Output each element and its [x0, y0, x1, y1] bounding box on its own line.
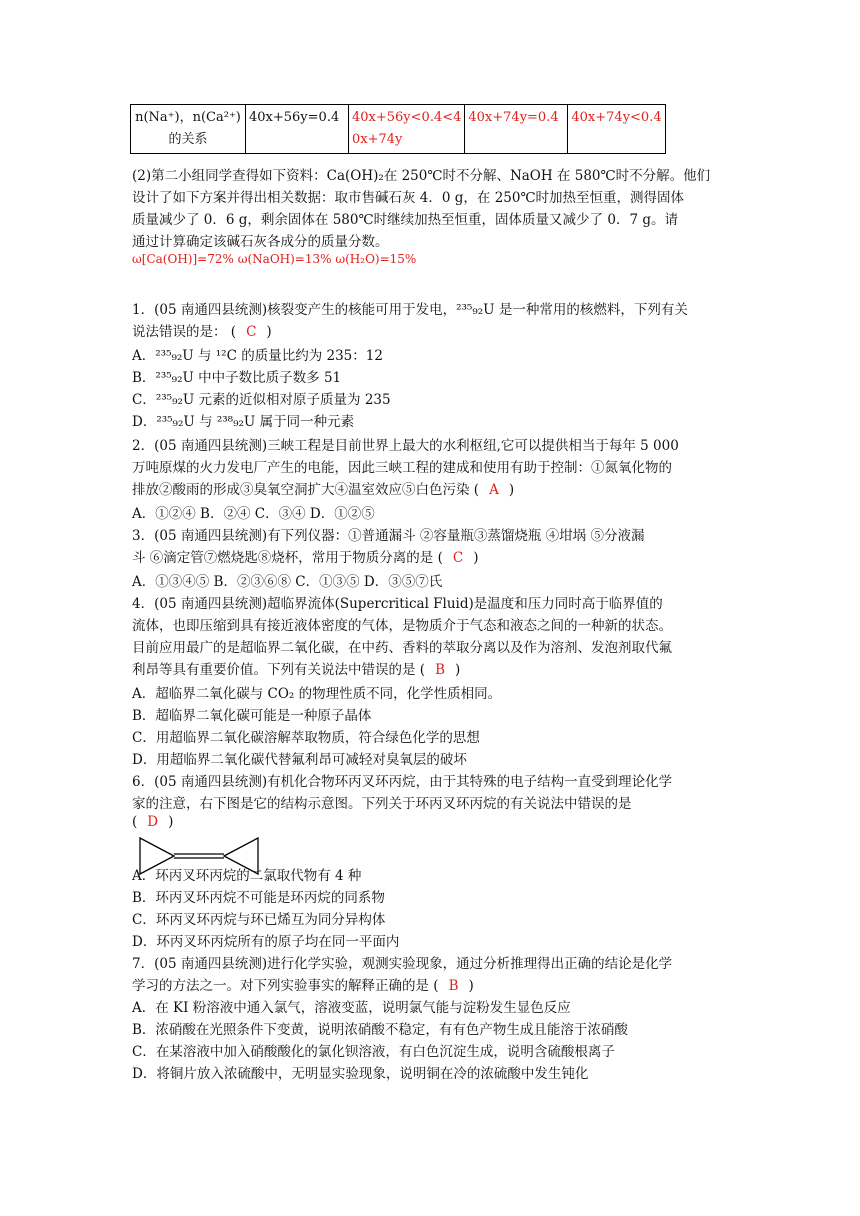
question-line: [132, 366, 732, 386]
question-line: [132, 1018, 732, 1038]
question-text: 3．(05 南通四县统测)有下列仪器：①普通漏斗 ②容量瓶③蒸馏烧瓶 ④坩埚 ⑤分液漏: [132, 528, 645, 544]
question-line: [132, 1040, 732, 1060]
question-line: [132, 388, 732, 408]
relation-table: [130, 104, 666, 154]
question-text: A．①③④⑤ B．②③⑥⑧ C．①③⑤ D．③⑤⑦氏: [132, 574, 443, 590]
cell-text: 40x+74y<0.4: [571, 110, 662, 125]
question-line: [132, 410, 732, 430]
question-line: [132, 658, 732, 678]
question-line: [132, 636, 732, 656]
question-text: (: [132, 814, 138, 830]
question-text: 排放②酸雨的形成③臭氧空洞扩大④温室效应⑤白色污染 (: [132, 482, 480, 498]
question-line: [132, 570, 732, 590]
table-cell: [465, 105, 568, 154]
close-paren: ): [168, 814, 174, 830]
question-text: A．环丙叉环丙烷的二氯取代物有 4 种: [132, 868, 362, 884]
question-line: [132, 996, 732, 1016]
question-line: [132, 930, 732, 950]
question-line: [132, 814, 732, 830]
cell-text: 0x+74y: [352, 132, 403, 147]
question-text: 斗 ⑥滴定管⑦燃烧匙⑧烧杯，常用于物质分离的是 (: [132, 550, 443, 566]
question-line: [132, 434, 732, 454]
question-text: 4．(05 南通四县统测)超临界流体(Supercritical Fluid)是温度和压力同时高于临界值的: [132, 596, 663, 612]
question-line: [132, 592, 732, 612]
header-line-1: n(Na⁺)，n(Ca²⁺): [135, 110, 241, 125]
table-row: [131, 105, 666, 154]
question-line: [132, 770, 732, 790]
question-text: 目前应用最广的是超临界二氧化碳，在中药、香料的萃取分离以及作为溶剂、发泡剂取代氟: [132, 640, 672, 656]
question-line: [132, 524, 732, 544]
table-cell: [349, 105, 465, 154]
question-text: B．环丙叉环丙烷不可能是环丙烷的同系物: [132, 890, 385, 906]
answer-choice: B: [448, 978, 459, 994]
close-paren: ): [454, 662, 461, 678]
question-text: C．用超临界二氧化碳溶解萃取物质，符合绿色化学的思想: [132, 730, 480, 746]
table-cell: [568, 105, 665, 154]
question-text: C．在某溶液中加入硝酸酸化的氯化钡溶液，有白色沉淀生成，说明含硫酸根离子: [132, 1044, 615, 1060]
question-line: [132, 952, 732, 972]
question-text: 利昂等具有重要价值。下列有关说法中错误的是 (: [132, 662, 426, 678]
question-text: D．²³⁵₉₂U 与 ²³⁸₉₂U 属于同一种元素: [132, 414, 355, 430]
question-text: A．①②④ B．②④ C．③④ D．①②⑤: [132, 506, 375, 522]
table-cell: [246, 105, 349, 154]
text-line: 通过计算确定该碱石灰各成分的质量分数。: [132, 234, 389, 250]
cell-text: 40x+56y=0.4: [249, 110, 340, 125]
question-text: C．²³⁵₉₂U 元素的近似相对原子质量为 235: [132, 392, 391, 408]
close-paren: ): [266, 324, 272, 340]
question-line: [132, 1062, 732, 1082]
cell-text: 40x+74y=0.4: [468, 110, 559, 125]
question-line: [132, 546, 732, 566]
question-line: [132, 344, 732, 364]
left-cyclopropane-ring: [140, 838, 174, 874]
question-text: 6．(05 南通四县统测)有机化合物环丙叉环丙烷，由于其特殊的电子结构一直受到理论化学: [132, 774, 673, 790]
question-line: [132, 726, 732, 746]
question-text: 学习的方法之一。对下列实验事实的解释正确的是 (: [132, 978, 439, 994]
answer-choice: C: [246, 324, 257, 340]
question-text: B．²³⁵₉₂U 中中子数比质子数多 51: [132, 370, 342, 386]
question-line: [132, 614, 732, 634]
question-text: C．环丙叉环丙烷与环已烯互为同分异构体: [132, 912, 386, 928]
question-line: [132, 478, 732, 498]
question-text: 说法错误的是： (: [132, 324, 237, 340]
question-line: [132, 456, 732, 476]
molecule-structure-diagram: [138, 834, 260, 878]
question-text: 万吨原煤的火力发电厂产生的电能，因此三峡工程的建成和使用有助于控制：①氮氧化物的: [132, 460, 672, 476]
question-text: B．超临界二氧化碳可能是一种原子晶体: [132, 708, 372, 724]
answer-choice: B: [435, 662, 445, 678]
question-line: [132, 974, 732, 994]
right-cyclopropane-ring: [224, 838, 258, 874]
answer-choice: C: [452, 550, 464, 566]
text-line: 设计了如下方案并得出相关数据：取市售碱石灰 4．0 g，在 250℃时加热至恒重，测得固体: [132, 190, 685, 206]
cell-text: 40x+56y<0.4<4: [352, 110, 462, 125]
question-text: D．用超临界二氧化碳代替氟利昂可减轻对臭氧层的破坏: [132, 752, 467, 768]
question-line: [132, 704, 732, 724]
question-text: A．超临界二氧化碳与 CO₂ 的物理性质不同，化学性质相同。: [132, 686, 502, 702]
answer-choice: A: [489, 482, 499, 498]
question-line: [132, 682, 732, 702]
close-paren: ): [473, 550, 479, 566]
question-text: B．浓硝酸在光照条件下变黄，说明浓硝酸不稳定，有有色产物生成且能溶于浓硝酸: [132, 1022, 628, 1038]
question-line: [132, 502, 732, 522]
text-line: 质量减少了 0．6 g，剩余固体在 580℃时继续加热至恒重，固体质量又减少了 0．7 g。请: [132, 212, 678, 228]
close-paren: ): [508, 482, 515, 498]
question-line: [132, 886, 732, 906]
answer-choice: D: [147, 814, 159, 830]
question-line: [132, 748, 732, 768]
question-text: A．在 KI 粉溶液中通入氯气，溶液变蓝，说明氯气能与淀粉发生显色反应: [132, 1000, 571, 1016]
question-text: 家的注意，右下图是它的结构示意图。下列关于环丙叉环丙烷的有关说法中错误的是: [132, 796, 632, 812]
question-text: 2．(05 南通四县统测)三峡工程是目前世界上最大的水利枢纽,它可以提供相当于每年 5 000: [132, 438, 679, 454]
question-line: [132, 908, 732, 928]
question-text: D．环丙叉环丙烷所有的原子均在同一平面内: [132, 934, 400, 950]
question-text: D．将铜片放入浓硫酸中，无明显实验现象，说明铜在冷的浓硫酸中发生钝化: [132, 1066, 589, 1082]
table-header-cell: [131, 105, 246, 154]
header-line-2: 的关系: [168, 132, 208, 147]
close-paren: ): [468, 978, 474, 994]
question-text: 7．(05 南通四县统测)进行化学实验，观测实验现象，通过分析推理得出正确的结论是化学: [132, 956, 673, 972]
question-line: [132, 792, 732, 812]
question-line: [132, 320, 732, 340]
question-text: A．²³⁵₉₂U 与 ¹²C 的质量比约为 235：12: [132, 348, 383, 364]
question-line: [132, 298, 732, 318]
question-text: 1．(05 南通四县统测)核裂变产生的核能可用于发电，²³⁵₉₂U 是一种常用的核燃料，下列有关: [132, 302, 688, 318]
text-line: (2)第二小组同学查得如下资料：Ca(OH)₂在 250℃时不分解、NaOH 在 580℃时不分解。他们: [132, 168, 711, 184]
question-text: 流体，也即压缩到具有接近液体密度的气体，是物质介于气态和液态之间的一种新的状态。: [132, 618, 672, 634]
part2-answer: ω[Ca(OH)]=72% ω(NaOH)=13% ω(H₂O)=15%: [132, 252, 417, 266]
